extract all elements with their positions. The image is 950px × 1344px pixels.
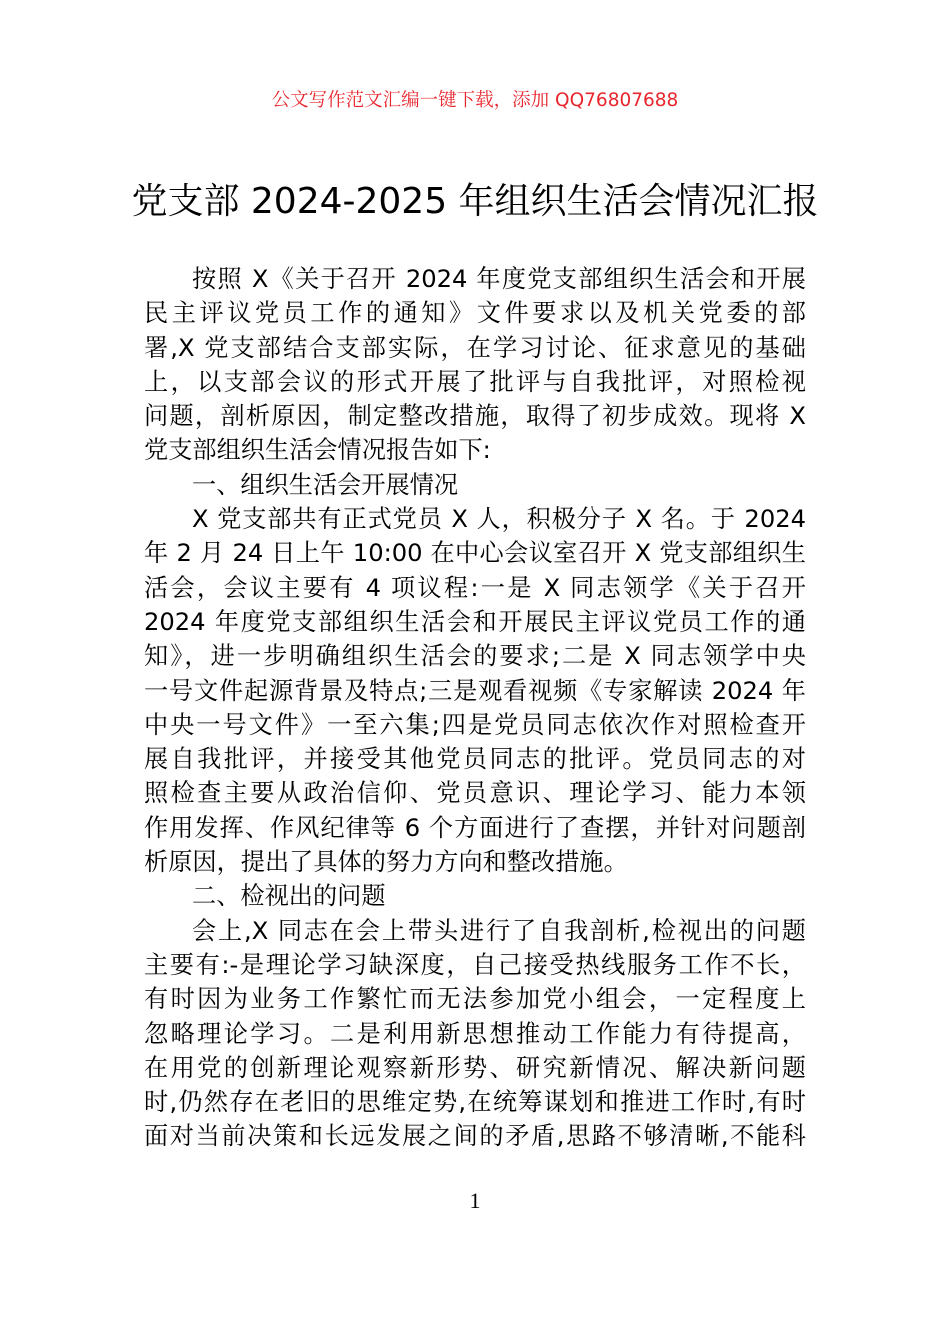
document-body (144, 262, 806, 1154)
paragraph-line: 知》，进一步明确组织生活会的要求;二是 X 同志领学中央 (144, 642, 806, 671)
paragraph-line: 析原因，提出了具体的努力方向和整改措施。 (144, 848, 628, 877)
paragraph-line: X 党支部共有正式党员 X 人，积极分子 X 名。于 2024 (192, 505, 806, 534)
paragraph-line: 展自我批评，并接受其他党员同志的批评。党员同志的对 (144, 745, 806, 774)
paragraph-line: 有时因为业务工作繁忙而无法参加党小组会，一定程度上 (144, 985, 806, 1014)
paragraph-line: 2024 年度党支部组织生活会和开展民主评议党员工作的通 (144, 607, 806, 636)
paragraph-line: 照检查主要从政治信仰、党员意识、理论学习、能力本领 (144, 779, 806, 808)
paragraph-line: 署,X 党支部结合支部实际，在学习讨论、征求意见的基础 (144, 333, 806, 362)
paragraph-line: 上，以支部会议的形式开展了批评与自我批评，对照检视 (144, 367, 806, 396)
section-heading: 二、检视出的问题 (192, 882, 386, 911)
document-title: 党支部 2024-2025 年组织生活会情况汇报 (131, 181, 819, 222)
paragraph-line: 年 2 月 24 日上午 10:00 在中心会议室召开 X 党支部组织生 (144, 539, 806, 568)
paragraph-line: 中央一号文件》一至六集;四是党员同志依次作对照检查开 (144, 710, 806, 739)
section-heading: 一、组织生活会开展情况 (192, 470, 459, 499)
page-number: 1 (469, 1188, 481, 1213)
paragraph-line: 一号文件起源背景及特点;三是观看视频《专家解读 2024 年 (144, 676, 806, 705)
paragraph-line: 作用发挥、作风纪律等 6 个方面进行了查摆，并针对问题剖 (144, 813, 806, 842)
paragraph-line: 在用党的创新理论观察新形势、研究新情况、解决新问题 (144, 1053, 806, 1082)
paragraph-line: 面对当前决策和长远发展之间的矛盾,思路不够清晰,不能科 (144, 1122, 806, 1151)
paragraph-line: 党支部组织生活会情况报告如下: (144, 436, 491, 465)
paragraph-line: 问题，剖析原因，制定整改措施，取得了初步成效。现将 X (144, 402, 806, 431)
paragraph-line: 按照 X《关于召开 2024 年度党支部组织生活会和开展 (192, 265, 806, 293)
paragraph-line: 忽略理论学习。二是利用新思想推动工作能力有待提高， (144, 1019, 806, 1048)
paragraph-line: 会上,X 同志在会上带头进行了自我剖析,检视出的问题 (192, 916, 806, 945)
paragraph-line: 时,仍然存在老旧的思维定势,在统筹谋划和推进工作时,有时 (144, 1088, 806, 1117)
paragraph-line: 活会，会议主要有 4 项议程:一是 X 同志领学《关于召开 (144, 573, 806, 602)
paragraph-line: 主要有:-是理论学习缺深度，自己接受热线服务工作不长， (144, 950, 806, 979)
download-banner: 公文写作范文汇编一键下载，添加 QQ76807688 (271, 90, 679, 111)
paragraph-line: 民主评议党员工作的通知》文件要求以及机关党委的部 (144, 299, 806, 328)
